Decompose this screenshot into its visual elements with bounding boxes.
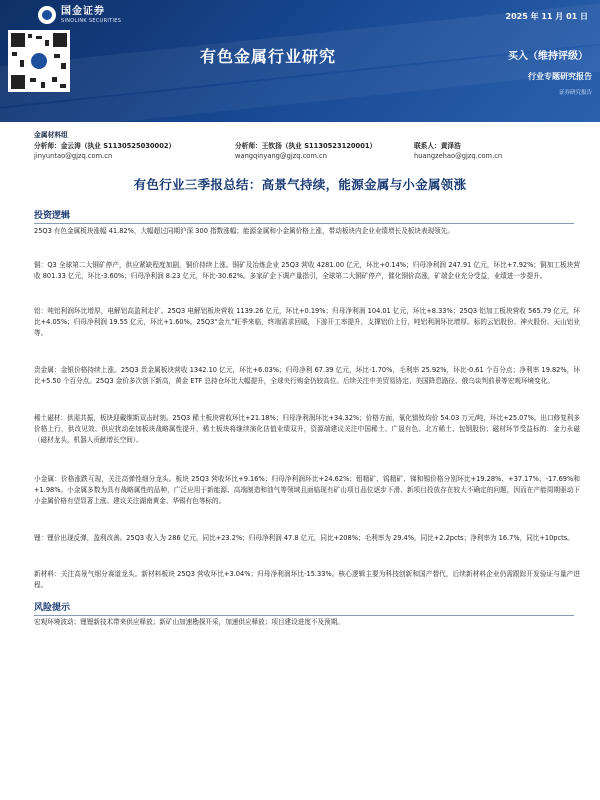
new-materials-paragraph: 新材料：关注高景气细分赛道龙头。新材料板块 25Q3 营收环比+3.04%；归母净利润环比-15.33%。核心逻辑主要为科技创新和国产替代，后续新材料企业仍需跟踪开发验证与量产进程。 bbox=[34, 570, 580, 590]
risk-heading: 风险提示 bbox=[34, 603, 71, 613]
brand-logo bbox=[38, 6, 121, 24]
aluminum-paragraph: 铝：吨铝利润环比增厚，电解铝高盈利走扩。25Q3 电解铝板块营收 1139.26 亿元，环比+0.19%；归母净利润 104.01 亿元，环比+8.33%；25Q3 铝加工板块营收 565.79 亿元，环比+4.05%；归母净利润 19.55 亿元，环比+1.60%。25Q3“金九”旺季来临，终端需求回暖，下游开工率提升，支撑铝价上行，吨铝利润环比增厚。标的云铝股份、神火股份、天山铝业等。 bbox=[34, 307, 580, 338]
analyst-2-name: 分析师：王钦扬（执业 S1130523120001） bbox=[235, 142, 377, 150]
rare-earth-paragraph: 稀土磁材：供需共振，板块迎戴维斯双击时刻。25Q3 稀土板块营收环比+21.18%；归母净利润环比+34.32%；价格方面，氧化镨钕均价 54.03 万元/吨，环比+25.07%。出口修复利多价格上行，供改见效、供应扰动垒加板块战略属性提升，稀土板块将继续演化估值业绩双升，资源端建议关注中国稀土、广晟有色、北方稀土、包钢股份；磁材环节受益标的：金力永磁（磁材龙头，机器人贡献增长空间）。 bbox=[34, 414, 580, 445]
lithium-paragraph: 锂：锂价出现反弹，盈利改善。25Q3 收入为 286 亿元，同比+23.2%；归母净利润 47.8 亿元，同比+208%；毛利率为 29.4%，同比+2.2pcts；净利率为 16.7%，同比+10pcts。 bbox=[34, 534, 574, 542]
risk-paragraph: 宏观环境波动；锂锂新技术带来供应释放；新矿山加速勘探开采，加速供应释放；项目建设进度不及预期。 bbox=[34, 618, 344, 626]
analyst-1-name: 分析师：金云涛（执业 S1130525030002） bbox=[34, 142, 176, 150]
section-divider bbox=[34, 223, 574, 224]
analyst-2-email[interactable]: wangqinyang@gjzq.com.cn bbox=[235, 152, 327, 160]
brand-logo-icon bbox=[38, 6, 56, 24]
report-label: 证券研究报告 bbox=[558, 90, 592, 96]
brand-name-cn: 国金证券 bbox=[61, 5, 105, 17]
qr-code-icon[interactable] bbox=[8, 30, 70, 92]
precious-metals-paragraph: 贵金属：金银价格持续上涨。25Q3 贵金属板块营收 1342.10 亿元，环比+6.03%；归母净利 67.39 亿元，环比-1.70%，毛利率 25.92%，环比-0.61 个百分点；净利率 19.82%，环比+5.50 个百分点。25Q3 金价多次创下新高，黄金 ETF 总持仓环比大幅提升，全球央行购金仍较高位。后续关注中美贸易协定、美国降息路径、俄乌谈判前景等宏观环境变化。 bbox=[34, 366, 580, 386]
rating-badge: 买入（维持评级） bbox=[508, 51, 588, 62]
team-name: 金属材料组 bbox=[34, 131, 68, 139]
summary-paragraph: 25Q3 有色金属板块涨幅 41.82%，大幅超过同期沪深 300 指数涨幅；能源金属和小金属价格上涨，带动板块内企业业绩增长及板块表现领先。 bbox=[34, 227, 454, 235]
brand-name-en: SINOLINK SECURITIES bbox=[61, 17, 122, 24]
copper-paragraph: 铜：Q3 全球第二大铜矿停产，供应紧缺程度加剧，铜价持续上涨。铜矿及冶炼企业 25Q3 营收 4281.00 亿元，环比+0.14%；归母净利润 247.91 亿元，环比+7.92%；铜加工板块营收 801.33 亿元，环比-3.60%；归母净利润 8.23 亿元，环比-30.62%。多家矿企下调产量指引，全球第二大铜矿停产，催化铜价高涨，矿端企业充分受益，业绩进一步提升。 bbox=[34, 261, 580, 281]
minor-metals-paragraph: 小金属：价格涨跌互现，关注高弹性细分龙头。板块 25Q3 营收环比+9.16%；归母净利润环比+24.62%；钼精矿、钨精矿、锑和锡价格分别环比+19.28%、+37.17%、-17.69%和+1.98%。小金属多数为具有战略属性的品种，广泛应用于新能源、高端制造和油气等领域且面临现有矿山项目品位逐步下滑、新项目投放存在较大不确定的问题，因而在产能周期驱动下小金属价格有望显著上涨。建议关注湖南黄金、华锡有色等标的。 bbox=[34, 475, 580, 506]
section-divider bbox=[34, 615, 574, 616]
report-type: 行业专题研究报告 bbox=[528, 72, 592, 81]
report-date: 2025 年 11 月 01 日 bbox=[505, 12, 588, 21]
investment-logic-heading: 投资逻辑 bbox=[34, 211, 71, 221]
report-banner bbox=[0, 0, 600, 122]
analyst-1-email[interactable]: jinyuntao@gjzq.com.cn bbox=[34, 152, 113, 160]
report-title: 有色行业三季报总结：高景气持续，能源金属与小金属领涨 bbox=[133, 177, 467, 192]
industry-title: 有色金属行业研究 bbox=[200, 47, 337, 66]
contact-email[interactable]: huangzehao@gjzq.com.cn bbox=[414, 152, 503, 160]
contact-name: 联系人：黄泽浩 bbox=[414, 142, 461, 150]
